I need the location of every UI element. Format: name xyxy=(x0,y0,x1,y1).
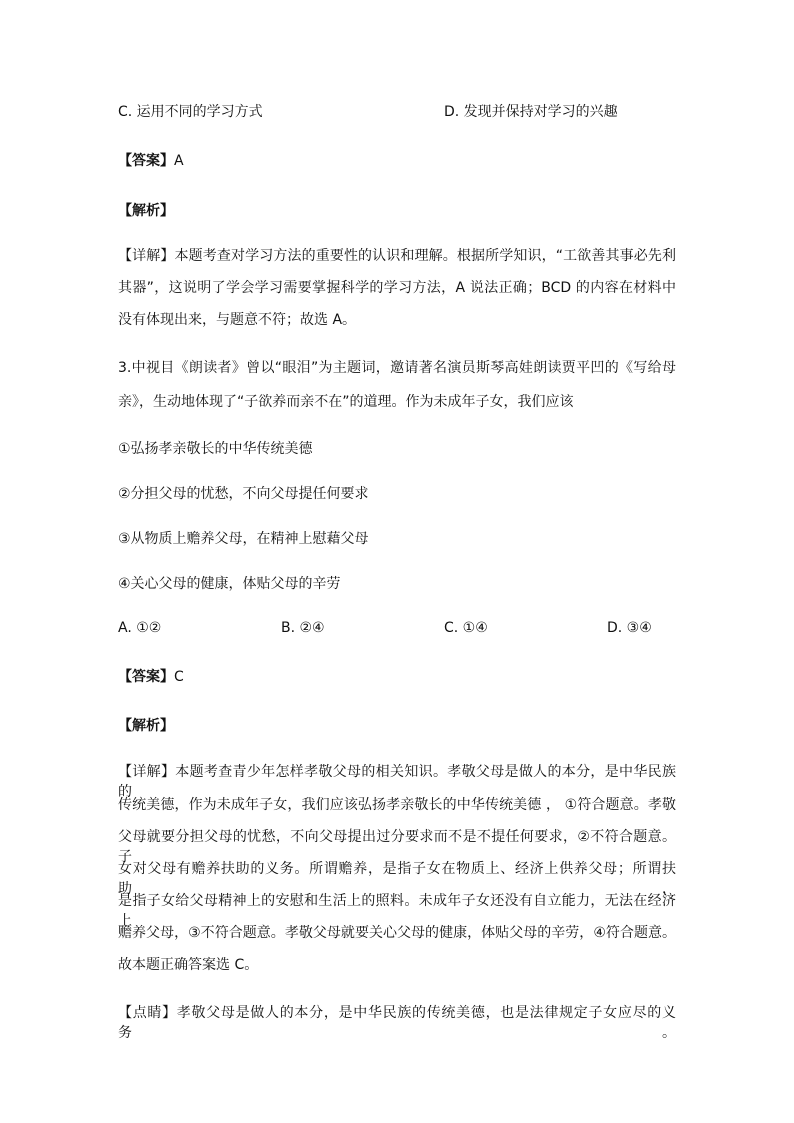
q2-option-d: D. 发现并保持对学习的兴趣 xyxy=(444,104,618,120)
q3-statement-1: ①弘扬孝亲敬长的中华传统美德 xyxy=(118,441,313,457)
q2-detail-line-1: 【详解】本题考查对学习方法的重要性的认识和理解。根据所学知识，“工欲善其事必先利 xyxy=(118,248,676,264)
q3-detail-line-1: 【详解】本题考查青少年怎样孝敬父母的相关知识。孝敬父母是做人的本分，是中华民族的 xyxy=(118,764,676,800)
q3-detail-line-2: 传统美德，作为未成年子女，我们应该弘扬孝亲敬长的中华传统美德 ， ①符合题意。孝敬 xyxy=(118,797,676,813)
q2-analysis-title: 【解析】 xyxy=(118,203,174,219)
q2-answer xyxy=(118,151,184,171)
answer-value: A xyxy=(174,153,184,169)
q3-detail-line-5: 是指子女给父母精神上的安慰和生活上的照料。未成年子女还没有自立能力，无法在经济上 xyxy=(118,893,676,929)
q3-option-d: D. ③④ xyxy=(607,620,652,636)
q3-stem-line-2: 亲》，生动地体现了“子欲养而亲不在”的道理。作为未成年子女，我们应该 xyxy=(118,394,574,410)
q3-option-c: C. ①④ xyxy=(444,620,488,636)
answer-label: 【答案】 xyxy=(118,669,174,685)
q3-option-b: B. ②④ xyxy=(281,620,325,636)
answer-value: C xyxy=(174,669,184,685)
q3-option-a: A. ①② xyxy=(118,620,162,636)
q2-detail-line-2: 其器”，这说明了学会学习需要掌握科学的学习方法，A 说法正确；BCD 的内容在材料中 xyxy=(118,280,676,296)
q3-stem-line-1: 3.中视目《朗读者》曾以“眼泪”为主题词，邀请著名演员斯琴高娃朗读贾平凹的《写给母 xyxy=(118,360,676,376)
q3-answer xyxy=(118,667,184,687)
q3-statement-4: ④关心父母的健康，体贴父母的辛劳 xyxy=(118,576,341,592)
answer-label: 【答案】 xyxy=(118,153,174,169)
q2-option-c: C. 运用不同的学习方式 xyxy=(118,104,263,120)
q3-tip: 【点睛】孝敬父母是做人的本分，是中华民族的传统美德，也是法律规定子女应尽的义务。 xyxy=(118,1005,676,1041)
q3-statement-2: ②分担父母的忧愁，不向父母提任何要求 xyxy=(118,486,369,502)
q3-detail-line-4: 女对父母有赡养扶助的义务。所谓赡养，是指子女在物质上、经济上供养父母；所谓扶助， xyxy=(118,861,676,897)
q3-detail-line-7: 故本题正确答案选 C。 xyxy=(118,957,259,973)
q2-detail-line-3: 没有体现出来，与题意不符；故选 A。 xyxy=(118,312,357,328)
q3-detail-line-6: 赡养父母，③不符合题意。孝敬父母就要关心父母的健康，体贴父母的辛劳，④符合题意。 xyxy=(118,925,676,941)
q3-detail-line-3: 父母就要分担父母的忧愁，不向父母提出过分要求而不是不提任何要求，②不符合题意。子 xyxy=(118,829,676,865)
q3-statement-3: ③从物质上赡养父母，在精神上慰藉父母 xyxy=(118,531,369,547)
q3-analysis-title: 【解析】 xyxy=(118,718,174,734)
